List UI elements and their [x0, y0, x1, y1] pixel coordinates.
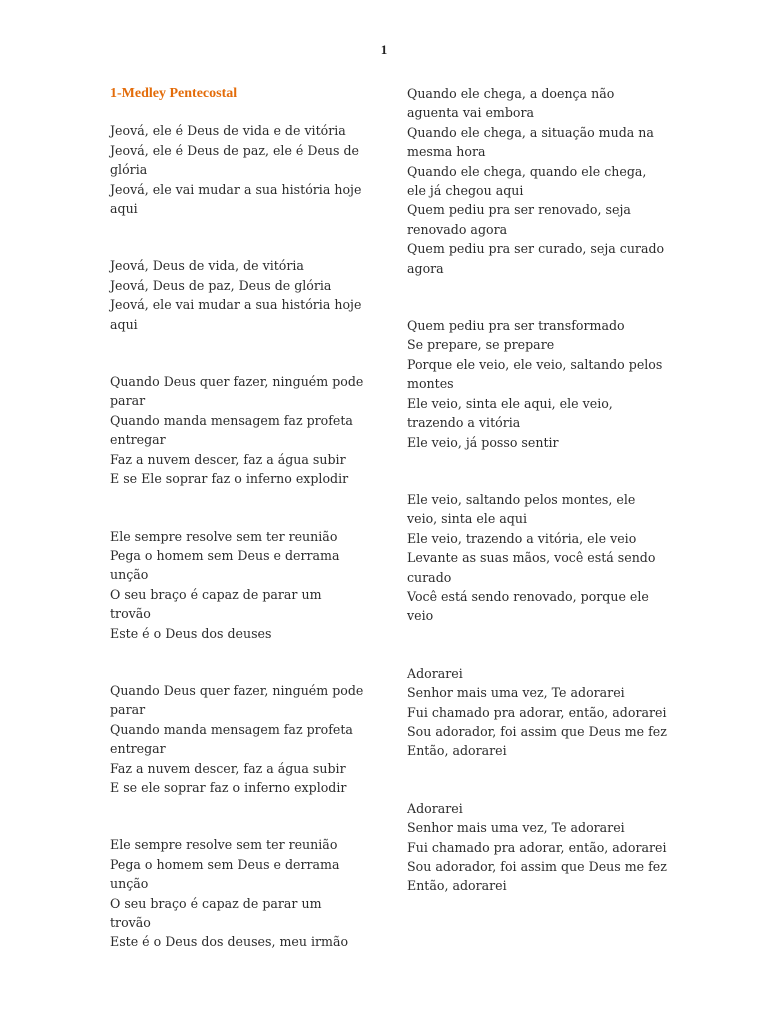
lyric-line: Quem pediu pra ser transformado	[407, 318, 625, 334]
lyric-line: Adorarei	[407, 665, 463, 681]
lyric-line: Jeová, ele é Deus de paz, ele é Deus de glória	[110, 142, 359, 178]
lyric-line: Ele veio, já posso sentir	[407, 434, 559, 450]
lyric-line: O seu braço é capaz de parar um trovão	[110, 895, 322, 930]
lyric-line: Então, adorarei	[407, 878, 507, 894]
lyric-line: Quando Deus quer fazer, ninguém pode parar	[110, 682, 364, 718]
lyric-line: E se Ele soprar faz o inferno explodir	[110, 471, 349, 487]
lyric-line: Quando Deus quer fazer, ninguém pode parar	[110, 374, 364, 409]
lyric-line: Porque ele veio, ele veio, saltando pelos montes	[407, 356, 663, 392]
lyric-line: Fui chamado pra adorar, então, adorarei	[407, 839, 667, 855]
lyric-line: E se ele soprar faz o inferno explodir	[110, 779, 347, 795]
lyric-line: Jeová, Deus de paz, Deus de glória	[110, 277, 332, 293]
lyric-line: Faz a nuvem descer, faz a água subir	[110, 760, 346, 776]
lyric-line: Ele veio, trazendo a vitória, ele veio	[407, 530, 637, 546]
lyric-line: Então, adorarei	[407, 743, 507, 759]
lyric-line: Ele veio, sinta ele aqui, ele veio, trazendo a vitória	[407, 395, 613, 431]
lyric-line: Este é o Deus dos deuses, meu irmão	[110, 934, 349, 950]
lyric-stanza	[407, 316, 669, 452]
lyric-line: Quando manda mensagem faz profeta entregar	[110, 412, 353, 448]
lyric-line: Você está sendo renovado, porque ele veio	[407, 588, 649, 624]
lyric-stanza	[110, 121, 365, 218]
lyric-line: Jeová, ele vai mudar a sua história hoje aqui	[110, 181, 362, 217]
lyric-line: Quando ele chega, a situação muda na mesma hora	[407, 124, 654, 160]
lyric-line: Jeová, Deus de vida, de vitória	[110, 258, 304, 274]
lyric-line: Ele veio, saltando pelos montes, ele veio, sinta ele aqui	[407, 491, 636, 527]
lyric-stanza	[407, 664, 669, 761]
lyric-line: Quando ele chega, a doença não aguenta vai embora	[407, 86, 615, 121]
lyric-line: Se prepare, se prepare	[407, 337, 555, 353]
page-number: 1	[380, 42, 388, 57]
lyric-line: Quem pediu pra ser curado, seja curado agora	[407, 241, 665, 276]
lyric-line: Quem pediu pra ser renovado, seja renovado agora	[407, 202, 631, 237]
left-column	[110, 84, 365, 990]
lyric-line: Senhor mais uma vez, Te adorarei	[407, 820, 625, 836]
lyric-line: Quando ele chega, quando ele chega, ele já chegou aqui	[407, 163, 647, 199]
lyric-stanza	[110, 835, 365, 951]
lyric-line: Senhor mais uma vez, Te adorarei	[407, 685, 625, 701]
lyric-line: O seu braço é capaz de parar um trovão	[110, 586, 322, 622]
right-column	[407, 84, 669, 934]
lyric-line: Pega o homem sem Deus e derrama unção	[110, 547, 340, 583]
lyric-line: Ele sempre resolve sem ter reunião	[110, 528, 338, 544]
lyric-stanza	[407, 799, 669, 896]
song-title: 1-Medley Pentecostal	[110, 86, 238, 101]
lyric-line: Fui chamado pra adorar, então, adorarei	[407, 704, 667, 720]
lyric-line: Pega o homem sem Deus e derrama unção	[110, 856, 340, 892]
lyric-line: Ele sempre resolve sem ter reunião	[110, 837, 338, 853]
lyric-line: Jeová, ele é Deus de vida e de vitória	[110, 123, 346, 139]
lyric-line: Jeová, ele vai mudar a sua história hoje aqui	[110, 297, 362, 332]
lyric-stanza	[110, 372, 365, 488]
lyric-line: Faz a nuvem descer, faz a água subir	[110, 451, 346, 467]
lyric-line: Adorarei	[407, 800, 463, 816]
lyric-stanza	[110, 527, 365, 643]
lyric-line: Levante as suas mãos, você está sendo curado	[407, 550, 656, 585]
lyric-line: Este é o Deus dos deuses	[110, 625, 272, 641]
lyric-stanza	[110, 681, 365, 797]
lyric-line: Sou adorador, foi assim que Deus me fez	[407, 723, 667, 739]
lyric-stanza	[110, 256, 365, 334]
lyric-line: Quando manda mensagem faz profeta entregar	[110, 721, 353, 757]
lyric-stanza	[407, 84, 669, 278]
lyric-stanza	[407, 490, 669, 626]
lyric-line: Sou adorador, foi assim que Deus me fez	[407, 859, 667, 874]
